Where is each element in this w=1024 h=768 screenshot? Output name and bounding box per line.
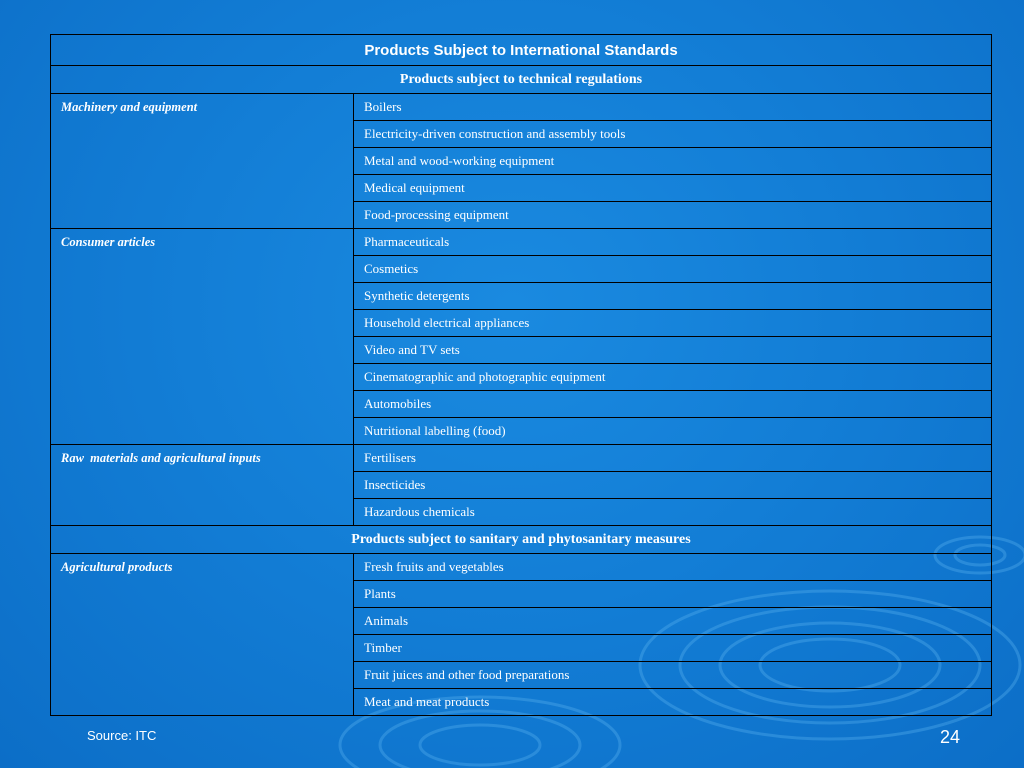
table-row xyxy=(51,445,992,472)
section-heading-row xyxy=(51,66,992,94)
item-cell: Animals xyxy=(354,608,992,635)
table-title-row xyxy=(51,35,992,66)
item-cell: Household electrical appliances xyxy=(354,310,992,337)
page-number: 24 xyxy=(940,727,961,747)
table-row xyxy=(51,229,992,256)
section-heading-row xyxy=(51,526,992,554)
item-cell: Metal and wood-working equipment xyxy=(354,148,992,175)
item-cell: Fresh fruits and vegetables xyxy=(354,554,992,581)
table-row xyxy=(51,554,992,581)
item-cell: Insecticides xyxy=(354,472,992,499)
category-cell: Machinery and equipment xyxy=(51,94,354,229)
source-note: Source: ITC xyxy=(87,728,157,743)
item-cell: Hazardous chemicals xyxy=(354,499,992,526)
category-cell: Raw materials and agricultural inputs xyxy=(51,445,354,526)
item-cell: Cinematographic and photographic equipment xyxy=(354,364,992,391)
item-cell: Food-processing equipment xyxy=(354,202,992,229)
section-heading-technical: Products subject to technical regulations xyxy=(51,66,992,94)
item-cell: Fruit juices and other food preparations xyxy=(354,662,992,689)
item-cell: Electricity-driven construction and assembly tools xyxy=(354,121,992,148)
section-heading-sps: Products subject to sanitary and phytosanitary measures xyxy=(51,526,992,554)
table-title: Products Subject to International Standards xyxy=(51,35,992,66)
item-cell: Automobiles xyxy=(354,391,992,418)
standards-table xyxy=(50,34,992,716)
item-cell: Timber xyxy=(354,635,992,662)
item-cell: Plants xyxy=(354,581,992,608)
item-cell: Cosmetics xyxy=(354,256,992,283)
item-cell: Synthetic detergents xyxy=(354,283,992,310)
category-cell: Agricultural products xyxy=(51,554,354,716)
table-row xyxy=(51,94,992,121)
item-cell: Video and TV sets xyxy=(354,337,992,364)
item-cell: Medical equipment xyxy=(354,175,992,202)
item-cell: Fertilisers xyxy=(354,445,992,472)
category-cell: Consumer articles xyxy=(51,229,354,445)
item-cell: Pharmaceuticals xyxy=(354,229,992,256)
item-cell: Nutritional labelling (food) xyxy=(354,418,992,445)
item-cell: Meat and meat products xyxy=(354,689,992,716)
item-cell: Boilers xyxy=(354,94,992,121)
